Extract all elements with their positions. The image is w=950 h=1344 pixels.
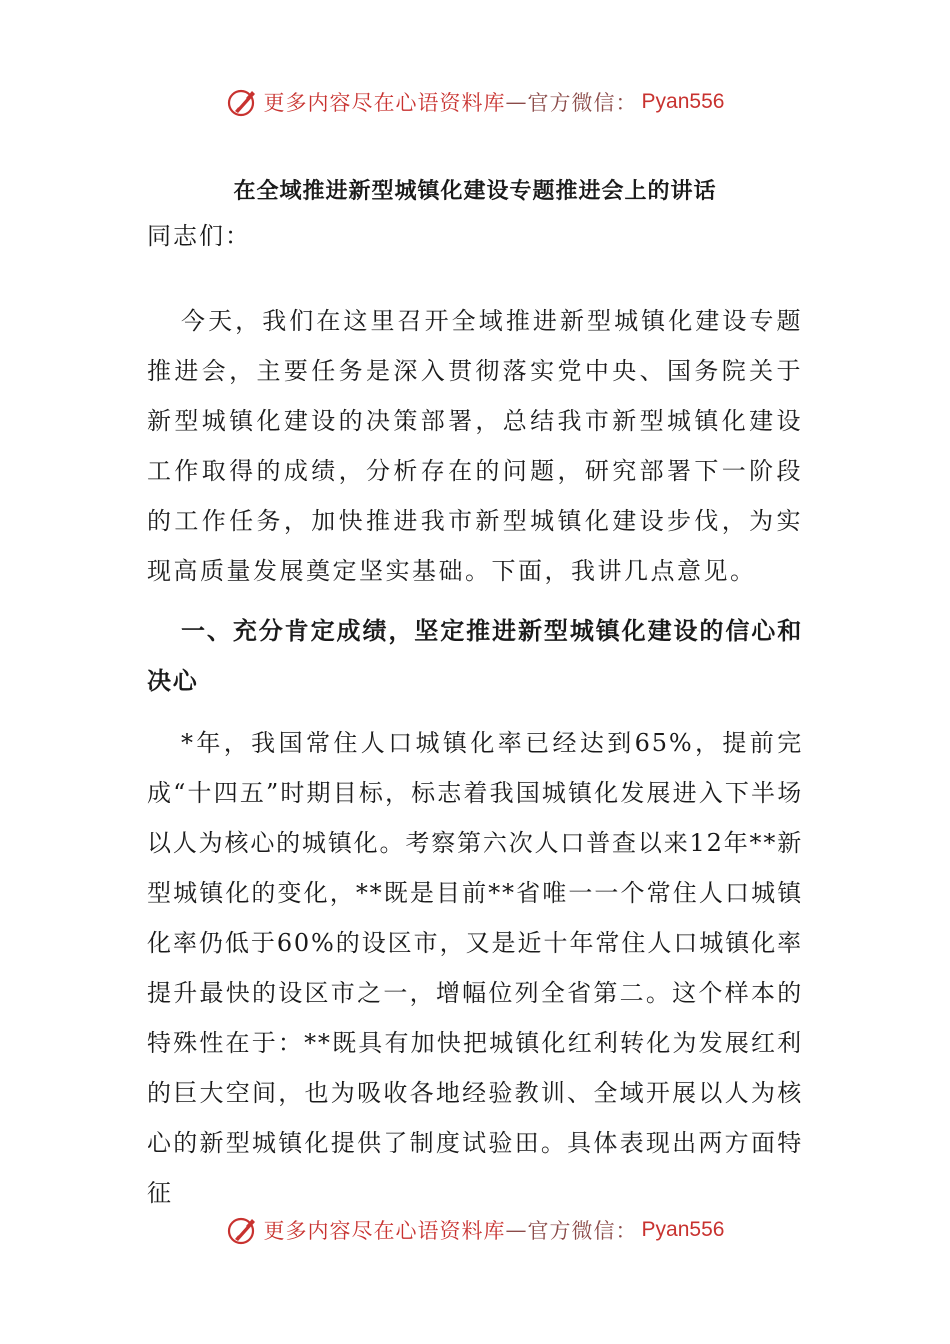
banner-brand-text: 更多内容尽在心语资料库 [263, 91, 506, 115]
banner-official-label: 官方微信： [527, 1219, 638, 1243]
banner-official-label: 官方微信： [527, 91, 638, 115]
banner-separator: — [505, 90, 528, 114]
banner-brand-text: 更多内容尽在心语资料库 [263, 1219, 506, 1243]
header-banner [0, 82, 950, 122]
paragraph-intro: 今天，我们在这里召开全域推进新型城镇化建设专题推进会，主要任务是深入贯彻落实党中央、国务院关于新型城镇化建设的决策部署，总结我市新型城镇化建设工作取得的成绩，分析存在的问题，研究部署下一阶段的工作任务，加快推进我市新型城镇化建设步伐，为实现高质量发展奠定坚实基础。下面，我讲几点意见。 [147, 307, 803, 585]
banner-wechat-id: Pyan556 [641, 1218, 725, 1241]
banner-wechat-id: Pyan556 [641, 90, 725, 113]
greeting: 同志们： [147, 222, 251, 250]
footer-banner [0, 1210, 950, 1250]
paragraph-section-1: *年，我国常住人口城镇化率已经达到65%，提前完成“十四五”时期目标，标志着我国城镇化发展进入下半场以人为核心的城镇化。考察第六次人口普查以来12年**新型城镇化的变化，**既是目前**省唯一一个常住人口城镇化率仍低于60%的设区市，又是近十年常住人口城镇化率提升最快的设区市之一，增幅位列全省第二。这个样本的特殊性在于：**既具有加快把城镇化红利转化为发展红利的巨大空间，也为吸收各地经验教训、全域开展以人为核心的新型城镇化提供了制度试验田。具体表现出两方面特征 [147, 729, 803, 1207]
section-heading-1: 一、充分肯定成绩，坚定推进新型城镇化建设的信心和决心 [147, 617, 803, 695]
banner-separator: — [505, 1218, 528, 1242]
pen-nib-circle-icon [226, 1213, 260, 1247]
pen-nib-circle-icon [226, 85, 260, 119]
page-title: 在全域推进新型城镇化建设专题推进会上的讲话 [233, 179, 717, 204]
